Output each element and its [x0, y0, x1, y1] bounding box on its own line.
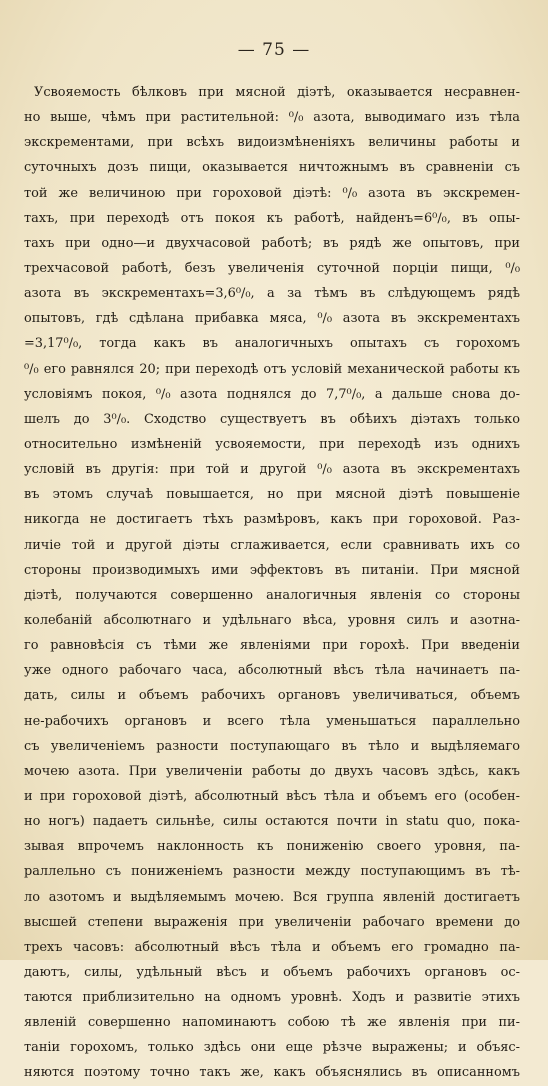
text-line: Усвояемость бѣлковъ при мясной діэтѣ, оказывается несравнен-: [34, 85, 520, 100]
page-number: — 75 —: [237, 40, 311, 60]
text-line: даютъ, силы, удѣльный вѣсъ и объемъ рабочихъ органовъ ос-: [24, 964, 520, 980]
text-line: но выше, чѣмъ при растительной: ⁰/₀ азота, выводимаго изъ тѣла: [24, 110, 520, 126]
text-line: явленій совершенно напоминаютъ собою тѣ же явленія при пи-: [24, 1015, 520, 1031]
text-line: высшей степени выраженія при увеличеніи рабочаго времени до: [24, 914, 520, 930]
text-line: колебаній абсолютнаго и удѣльнаго вѣса, уровня силъ и азотна-: [24, 612, 520, 628]
body-paragraph: [24, 80, 520, 1086]
text-line: ⁰/₀ его равнялся 20; при переходѣ отъ условій механической работы къ: [24, 361, 520, 377]
text-line: шелъ до 3⁰/₀. Сходство существуетъ въ обѣихъ діэтахъ только: [24, 411, 520, 427]
text-line: экскрементами, при всѣхъ видоизмѣненіяхъ величины работы и: [24, 135, 520, 151]
text-line: =3,17⁰/₀, тогда какъ въ аналогичныхъ опытахъ съ горохомъ: [24, 336, 520, 352]
text-line: таніи горохомъ, только здѣсь они еще рѣзче выражены; и объяс-: [24, 1040, 520, 1056]
text-line: опытовъ, гдѣ сдѣлана прибавка мяса, ⁰/₀ азота въ экскрементахъ: [24, 311, 520, 327]
text-line: условіямъ покоя, ⁰/₀ азота поднялся до 7,7⁰/₀, а дальше снова до-: [24, 386, 520, 402]
text-line: мочею азота. При увеличеніи работы до двухъ часовъ здѣсь, какъ: [24, 763, 520, 779]
text-line: тахъ, при переходѣ отъ покоя къ работѣ, найденъ=6⁰/₀, въ опы-: [24, 210, 520, 226]
text-line: таются приблизительно на одномъ уровнѣ. Ходъ и развитіе этихъ: [24, 990, 520, 1006]
text-line: стороны производимыхъ ими эффектовъ въ питаніи. При мясной: [24, 562, 520, 578]
text-line: никогда не достигаетъ тѣхъ размѣровъ, какъ при гороховой. Раз-: [24, 512, 520, 528]
text-line: уже одного рабочаго часа, абсолютный вѣсъ тѣла начинаетъ па-: [24, 663, 520, 679]
text-line: трехчасовой работѣ, безъ увеличенія суточной порціи пищи, ⁰/₀: [24, 260, 520, 276]
text-line: той же величиною при гороховой діэтѣ: ⁰/₀ азота въ экскремен-: [24, 185, 520, 201]
text-line: зывая впрочемъ наклонность къ пониженію своего уровня, па-: [24, 839, 520, 855]
text-line: и при гороховой діэтѣ, абсолютный вѣсъ тѣла и объемъ его (особен-: [24, 788, 520, 804]
text-line: дать, силы и объемъ рабочихъ органовъ увеличиваться, объемъ: [24, 688, 520, 704]
text-line: тахъ при одно—и двухчасовой работѣ; въ рядѣ же опытовъ, при: [24, 235, 520, 251]
text-line: относительно измѣненій усвояемости, при переходѣ изъ однихъ: [24, 436, 520, 452]
text-line: но ногъ) падаетъ сильнѣе, силы остаются почти in statu quo, пока-: [24, 814, 520, 830]
text-line: няются поэтому точно такъ же, какъ объяснялись въ описанномъ: [24, 1065, 520, 1081]
text-line: го равновѣсія съ тѣми же явленіями при горохѣ. При введеніи: [24, 638, 520, 654]
text-line: трехъ часовъ: абсолютный вѣсъ тѣла и объемъ его громадно па-: [24, 939, 520, 955]
text-line: раллельно съ пониженіемъ разности между поступающимъ въ тѣ-: [24, 864, 520, 880]
text-line: ло азотомъ и выдѣляемымъ мочею. Вся группа явленій достигаетъ: [24, 889, 520, 905]
text-line: условій въ другія: при той и другой ⁰/₀ азота въ экскрементахъ: [24, 462, 520, 478]
text-line: азота въ экскрементахъ=3,6⁰/₀, а за тѣмъ въ слѣдующемъ рядѣ: [24, 286, 520, 302]
text-line: суточныхъ дозъ пищи, оказывается ничтожнымъ въ сравненіи съ: [24, 160, 520, 176]
text-line: съ увеличеніемъ разности поступающаго въ тѣло и выдѣляемаго: [24, 738, 520, 754]
text-line: личіе той и другой діэты сглаживается, если сравнивать ихъ со: [24, 537, 520, 553]
text-line: не-рабочихъ органовъ и всего тѣла уменьшаться параллельно: [24, 713, 520, 729]
text-line: діэтѣ, получаются совершенно аналогичныя явленія со стороны: [24, 587, 520, 603]
text-line: въ этомъ случаѣ повышается, но при мясной діэтѣ повышеніе: [24, 487, 520, 503]
